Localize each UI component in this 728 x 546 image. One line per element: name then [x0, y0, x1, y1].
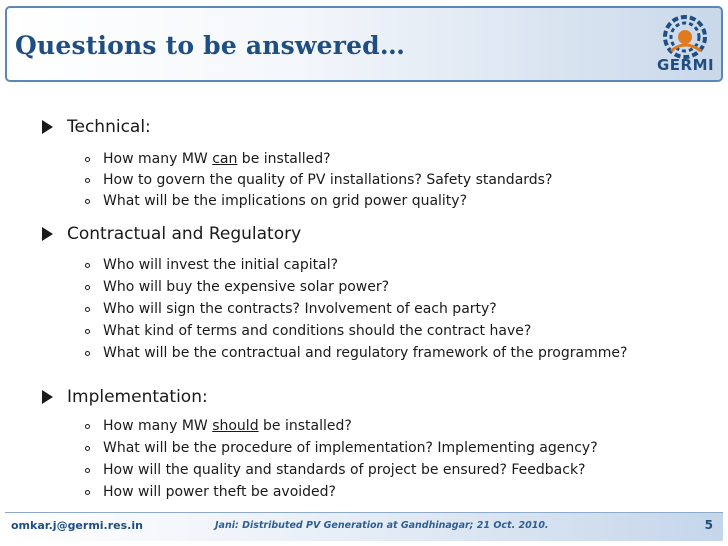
circle-bullet-icon [85, 446, 90, 451]
section-heading-technical [42, 117, 151, 137]
list-item-text: Who will invest the initial capital? [103, 257, 339, 273]
section-heading-contractual [42, 224, 301, 244]
circle-bullet-icon [85, 351, 90, 356]
circle-bullet-icon [85, 263, 90, 268]
circle-bullet-icon [85, 424, 90, 429]
circle-bullet-icon [85, 468, 90, 473]
list-item-text: How to govern the quality of PV installations? Safety standards? [103, 172, 553, 188]
list-item [85, 484, 336, 500]
list-item-text: How will the quality and standards of project be ensured? Feedback? [103, 462, 586, 478]
list-item [85, 257, 338, 273]
list-item-text: Who will sign the contracts? Involvement of each party? [103, 301, 497, 317]
list-item-text: What will be the contractual and regulatory framework of the programme? [103, 345, 628, 361]
arrow-bullet-icon [42, 120, 53, 134]
section-heading-implementation [42, 387, 208, 407]
section-heading-label: Technical: [67, 117, 151, 137]
footer-citation: Jani: Distributed PV Generation at Gandhinagar; 21 Oct. 2010. [215, 520, 549, 531]
circle-bullet-icon [85, 329, 90, 334]
slide-footer [5, 512, 723, 541]
list-item [85, 440, 598, 456]
list-item-text: What will be the implications on grid power quality? [103, 193, 468, 209]
list-item [85, 323, 531, 339]
list-item [85, 418, 352, 434]
list-item-text: What will be the procedure of implementation? Implementing agency? [103, 440, 598, 456]
list-item-text: How many MW can be installed? [103, 151, 331, 167]
circle-bullet-icon [85, 199, 90, 204]
circle-bullet-icon [85, 490, 90, 495]
circle-bullet-icon [85, 285, 90, 290]
section-heading-label: Implementation: [67, 387, 208, 407]
list-item-text: Who will buy the expensive solar power? [103, 279, 390, 295]
section-heading-label: Contractual and Regulatory [67, 224, 302, 244]
list-item [85, 301, 497, 317]
page-number: 5 [704, 518, 713, 532]
list-item [85, 172, 552, 188]
circle-bullet-icon [85, 307, 90, 312]
page-title: Questions to be answered… [15, 31, 406, 60]
list-item [85, 345, 627, 361]
list-item-text: What kind of terms and conditions should the contract have? [103, 323, 532, 339]
list-item-text: How many MW should be installed? [103, 418, 352, 434]
list-item [85, 193, 467, 209]
circle-bullet-icon [85, 157, 90, 162]
circle-bullet-icon [85, 178, 90, 183]
arrow-bullet-icon [42, 227, 53, 241]
list-item [85, 279, 389, 295]
list-item-text: How will power theft be avoided? [103, 484, 336, 500]
logo-text: GERMI [657, 56, 715, 74]
footer-email: omkar.j@germi.res.in [11, 519, 143, 532]
list-item [85, 462, 585, 478]
arrow-bullet-icon [42, 390, 53, 404]
list-item [85, 151, 331, 167]
